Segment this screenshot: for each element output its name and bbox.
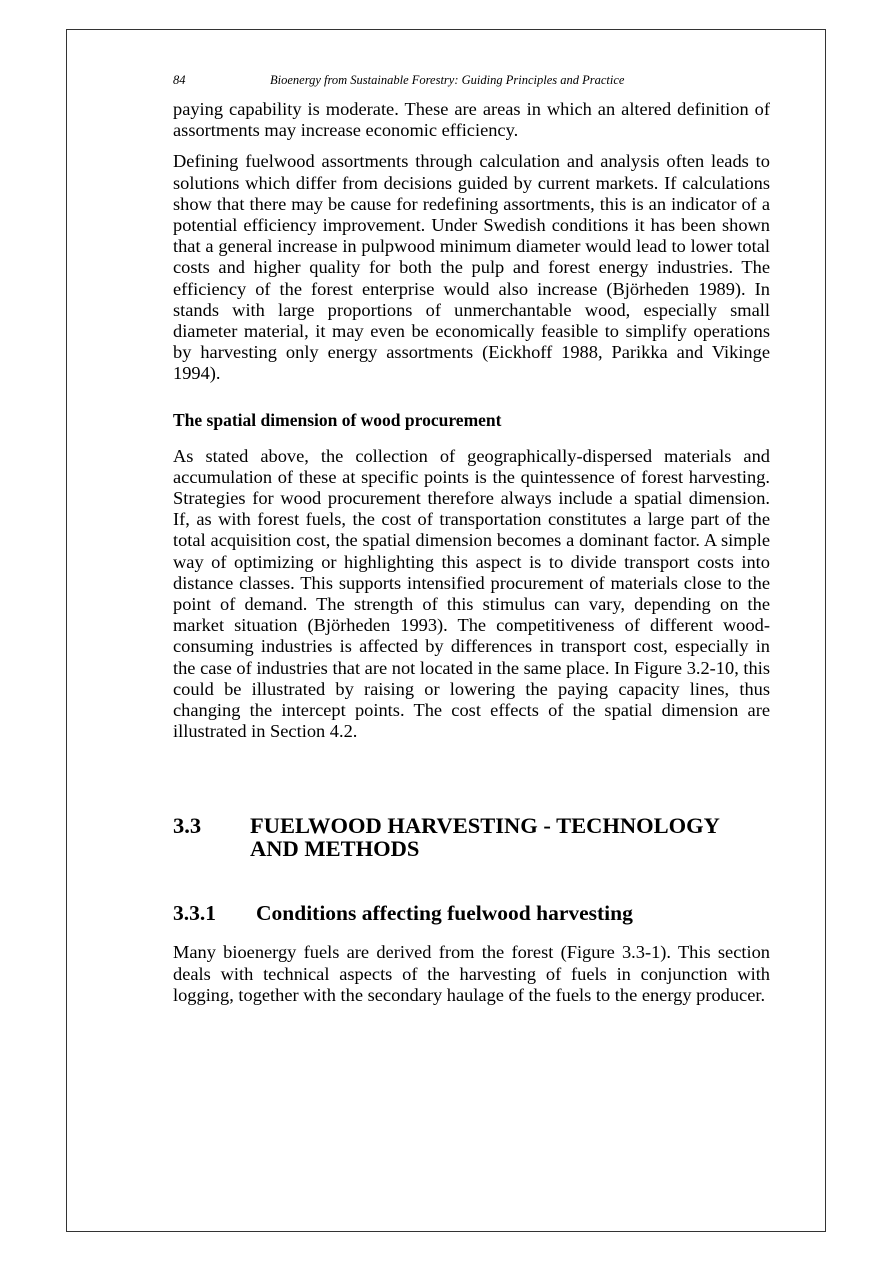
paragraph-bioenergy-fuels: Many bioenergy fuels are derived from the forest (Figure 3.3-1). This section deals with technical aspects of the harvesting of fuels in conjunction with logging, together with the secondary haulage of the fuels to the energy producer. xyxy=(173,942,770,1005)
paragraph-fuelwood-assortments: Defining fuelwood assortments through calculation and analysis often leads to solutions which differ from decisions guided by current markets. If calculations show that there may be cause for redefining assortments, this is an indicator of a potential efficiency improvement. Under Swedish conditions it has been shown that a general increase in pulpwood minimum diameter would lead to lower total costs and higher quality for both the pulp and forest energy industries. The efficiency of the forest enterprise would also increase (Björheden 1989). In stands with large proportions of unmerchantable wood, especially small diameter material, it may even be economically feasible to simplify operations by harvesting only energy assortments (Eickhoff 1988, Parikka and Vikinge 1994). xyxy=(173,151,770,384)
subsection-title: Conditions affecting fuelwood harvesting xyxy=(256,901,633,926)
subsection-heading xyxy=(173,900,770,926)
section-heading xyxy=(173,814,770,860)
paragraph-spatial-dimension: As stated above, the collection of geographically-dispersed materials and accumulation of these at specific points is the quintessence of forest harvesting. Strategies for wood procurement therefore always include a spatial dimension. If, as with forest fuels, the cost of transportation constitutes a large part of the total acquisition cost, the spatial dimension becomes a dominant factor. A simple way of optimizing or highlighting this aspect is to divide transport costs into distance classes. This supports intensified procurement of materials close to the point of demand. The strength of this stimulus can vary, depending on the market situation (Björheden 1993). The competitiveness of different wood-consuming industries is affected by differences in transport cost, especially in the case of industries that are not located in the same place. In Figure 3.2-10, this could be illustrated by raising or lowering the paying capacity lines, thus changing the intercept points. The cost effects of the spatial dimension are illustrated in Section 4.2. xyxy=(173,445,770,742)
running-header xyxy=(173,72,773,88)
book-title: Bioenergy from Sustainable Forestry: Guiding Principles and Practice xyxy=(270,73,625,87)
page-number: 84 xyxy=(173,73,186,87)
subheading-spatial-dimension: The spatial dimension of wood procurement xyxy=(173,409,502,430)
page-content xyxy=(173,99,770,1006)
section-title: FUELWOOD HARVESTING - TECHNOLOGY AND METHODS xyxy=(250,813,720,862)
subsection-number: 3.3.1 xyxy=(173,901,216,926)
section-number: 3.3 xyxy=(173,813,202,839)
paragraph-continuation: paying capability is moderate. These are areas in which an altered definition of assortments may increase economic efficiency. xyxy=(173,99,770,141)
